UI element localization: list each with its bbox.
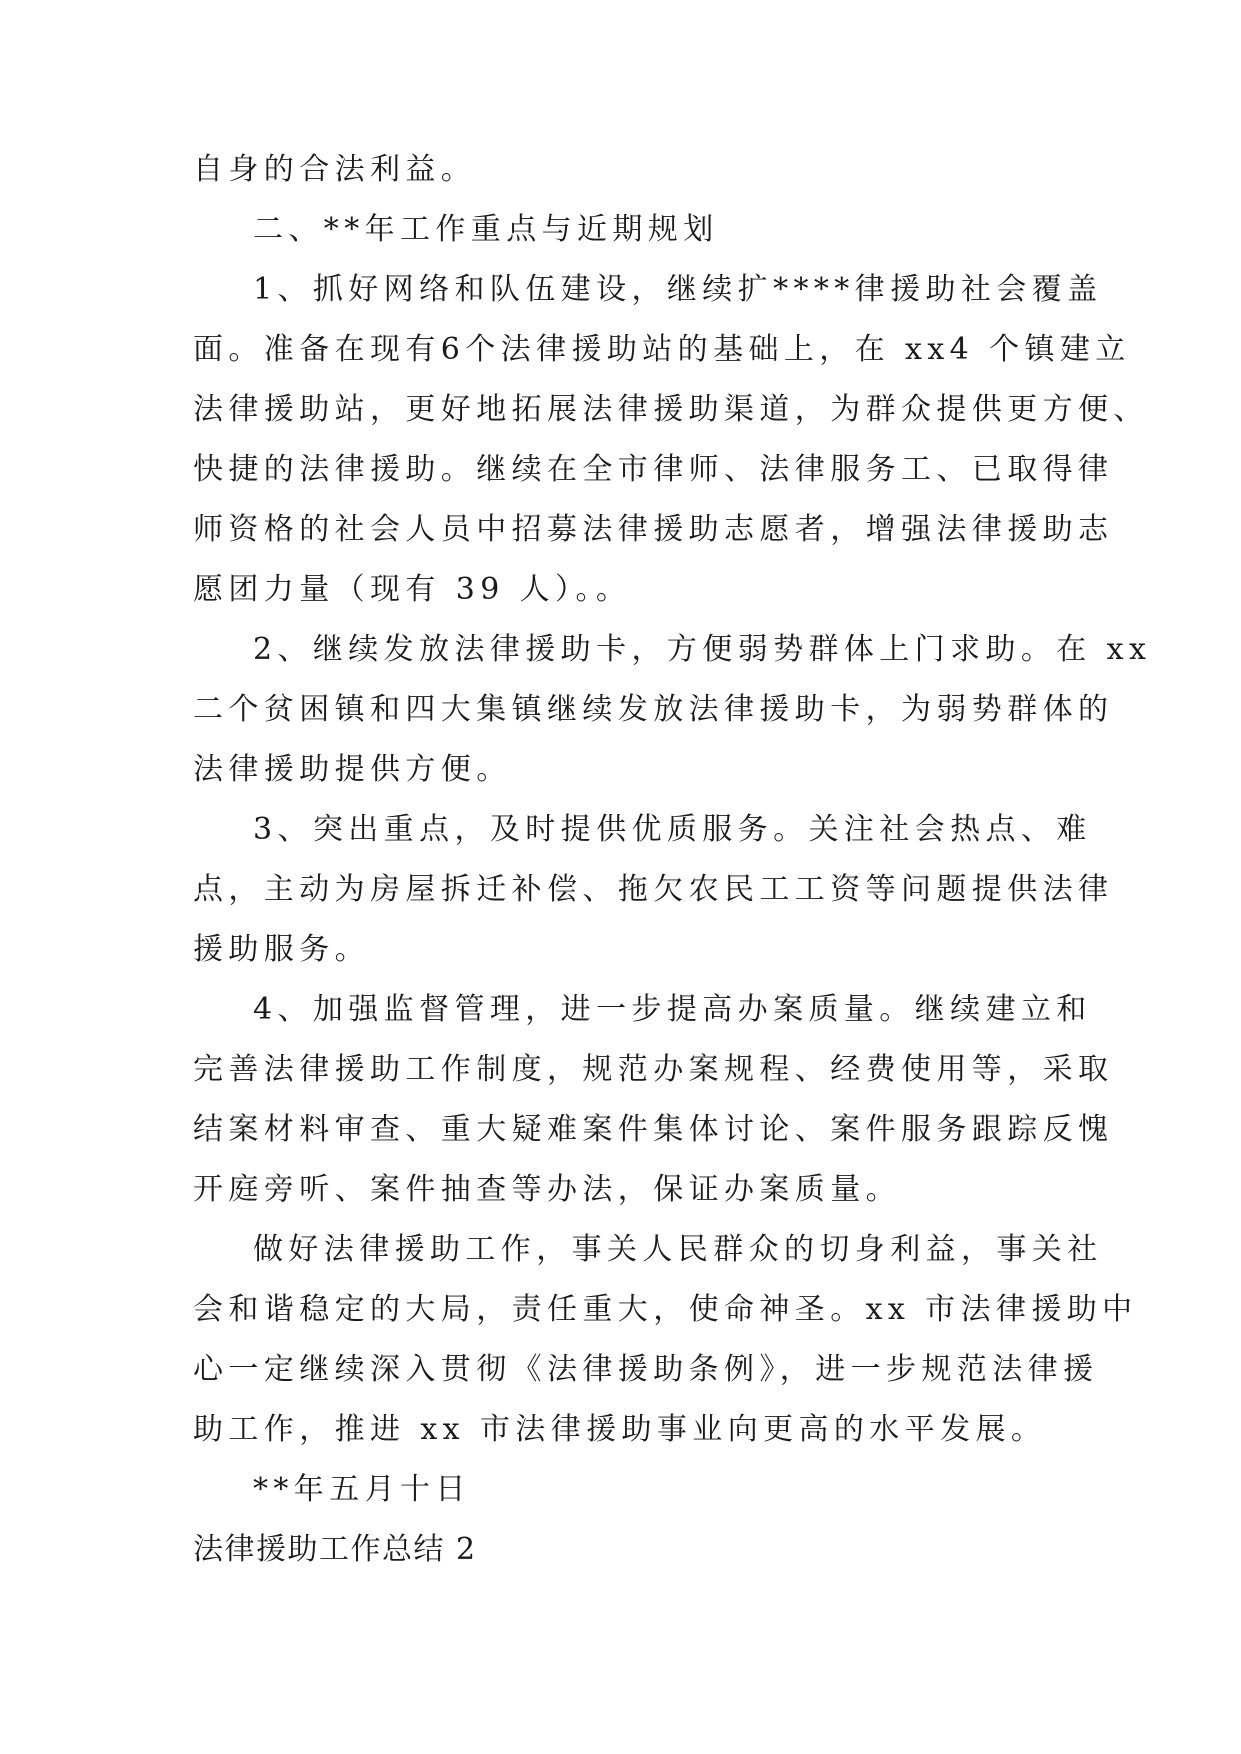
text-line: 面。准备在现有6个法律援助站的基础上，在 xx4 个镇建立 [193, 332, 1131, 367]
text-line: 1、抓好网络和队伍建设，继续扩****律援助社会覆盖 [253, 272, 1103, 307]
document-page [193, 140, 1152, 1580]
text-line: 会和谐稳定的大局，责任重大，使命神圣。xx 市法律援助中 [193, 1292, 1138, 1327]
text-line: 援助服务。 [193, 932, 370, 967]
text-line: 点，主动为房屋拆迁补偿、拖欠农民工工资等问题提供法律 [193, 872, 1114, 907]
text-line: 法律援助站，更好地拓展法律援助渠道，为群众提供更方便、 [193, 392, 1149, 427]
text-line: 开庭旁听、案件抽查等办法，保证办案质量。 [193, 1172, 901, 1207]
text-line: 师资格的社会人员中招募法律援助志愿者，增强法律援助志 [193, 512, 1114, 547]
text-line: 心一定继续深入贯彻《法律援助条例》，进一步规范法律援 [193, 1352, 1099, 1387]
section-heading: 二、**年工作重点与近期规划 [253, 212, 719, 247]
date-line: **年五月十日 [253, 1472, 471, 1507]
text-line: 愿团力量（现有 39 人）。。 [193, 572, 632, 607]
text-line: 结案材料审查、重大疑难案件集体讨论、案件服务跟踪反愧 [193, 1112, 1114, 1147]
text-line: 自身的合法利益。 [193, 152, 477, 187]
text-line: 做好法律援助工作，事关人民群众的切身利益，事关社 [253, 1232, 1103, 1267]
text-line: 快捷的法律援助。继续在全市律师、法律服务工、已取得律 [193, 452, 1114, 487]
text-line: 2、继续发放法律援助卡，方便弱势群体上门求助。在 xx [253, 632, 1152, 667]
next-section-title: 法律援助工作总结 2 [193, 1532, 477, 1567]
text-line: 完善法律援助工作制度，规范办案规程、经费使用等，采取 [193, 1052, 1114, 1087]
text-line: 3、突出重点，及时提供优质服务。关注社会热点、难 [253, 812, 1092, 847]
text-line: 二个贫困镇和四大集镇继续发放法律援助卡，为弱势群体的 [193, 692, 1114, 727]
text-line: 4、加强监督管理，进一步提高办案质量。继续建立和 [253, 992, 1092, 1027]
text-line: 助工作，推进 xx 市法律援助事业向更高的水平发展。 [193, 1412, 1047, 1447]
text-line: 法律援助提供方便。 [193, 752, 512, 787]
